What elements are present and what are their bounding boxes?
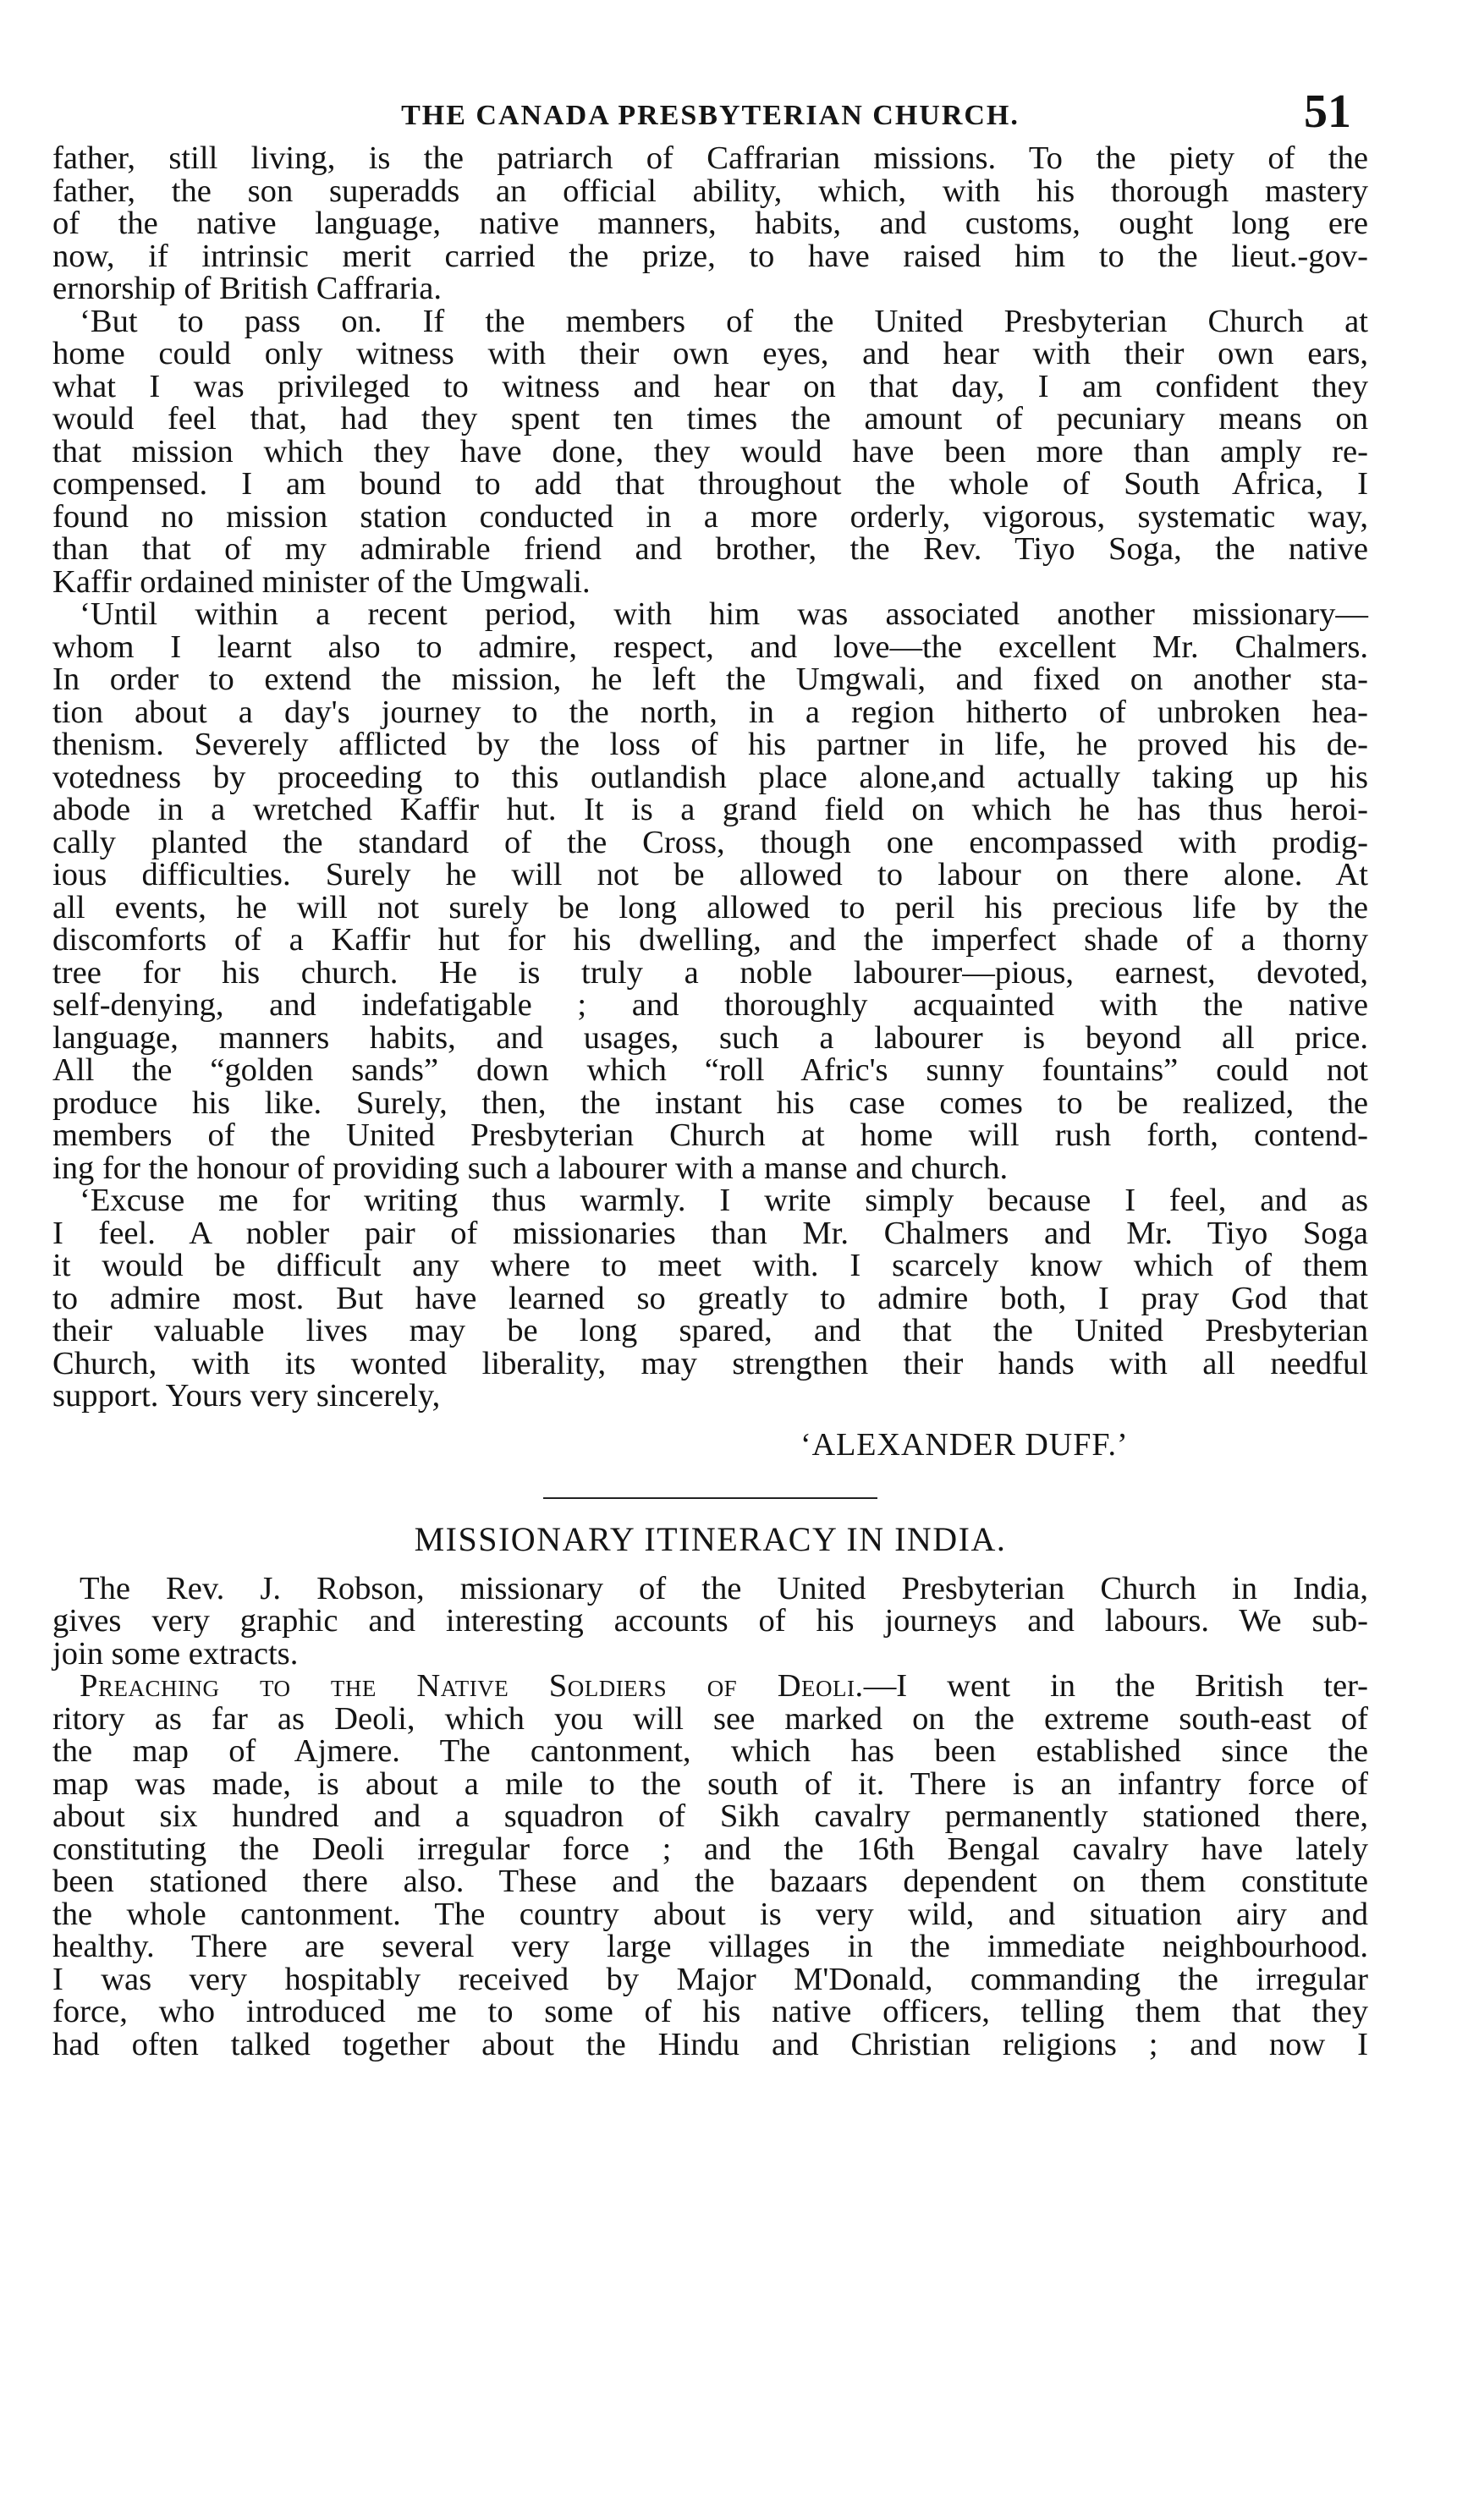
text-line: force, who introduced me to some of his native officers, telling them that they	[52, 1994, 1368, 2029]
text-line: it would be difficult any where to meet with. I scarcely know which of them	[52, 1248, 1368, 1283]
subhead-line	[52, 1670, 1368, 1703]
text-line: had often talked together about the Hindu and Christian religions ; and now I	[52, 2026, 1368, 2062]
text-line: ‘Excuse me for writing thus warmly. I write simply because I feel, and as	[80, 1183, 1368, 1218]
text-line: gives very graphic and interesting accounts of his journeys and labours. We sub-	[52, 1603, 1368, 1639]
letter-paragraph-3	[52, 598, 1368, 1184]
letter-signature: ‘ALEXANDER DUFF.’	[800, 1426, 1129, 1463]
text-line: to admire most. But have learned so greatly to admire both, I pray God that	[52, 1280, 1368, 1316]
section-body	[52, 1670, 1368, 2061]
running-head	[52, 85, 1368, 142]
text-line: language, manners habits, and usages, such a labourer is beyond all price.	[52, 1019, 1368, 1056]
text-line: father, the son superadds an official ability, which, with his thorough mastery	[52, 173, 1368, 209]
text-line: support. Yours very sincerely,	[52, 1378, 441, 1414]
letter-paragraph-4	[52, 1184, 1368, 1413]
subhead-continuation: —I went in the British ter-	[863, 1668, 1368, 1704]
text-line: healthy. There are several very large villages in the immediate neighbourhood.	[52, 1929, 1368, 1964]
section-intro	[52, 1570, 1368, 1672]
subhead: Preaching to the Native Soldiers of Deoli.	[80, 1668, 864, 1704]
text-line: ritory as far as Deoli, which you will see marked on the extreme south-east of	[52, 1700, 1368, 1737]
text-line: ernorship of British Caffraria.	[52, 271, 442, 306]
text-line: found no mission station conducted in a more orderly, vigorous, systematic way,	[52, 498, 1368, 535]
text-line: map was made, is about a mile to the south of it. There is an infantry force of	[52, 1765, 1368, 1802]
text-line: thenism. Severely afflicted by the loss of his partner in life, he proved his de-	[52, 727, 1368, 762]
text-line: votedness by proceeding to this outlandish place alone,and actually taking up his	[52, 759, 1368, 795]
page-number: 51	[1304, 85, 1351, 138]
text-line: now, if intrinsic merit carried the prize, to have raised him to the lieut.-gov-	[52, 238, 1368, 274]
text-line: of the native language, native manners, habits, and customs, ought long ere	[52, 206, 1368, 241]
text-line: tion about a day's journey to the north, in a region hitherto of unbroken hea-	[52, 694, 1368, 730]
letter-paragraph-2	[52, 305, 1368, 599]
text-line: In order to extend the mission, he left the Umgwali, and fixed on another sta-	[52, 662, 1368, 697]
text-line: home could only witness with their own eyes, and hear with their own ears,	[52, 336, 1368, 371]
text-line: I feel. A nobler pair of missionaries than Mr. Chalmers and Mr. Tiyo Soga	[52, 1215, 1368, 1251]
text-line: whom I learnt also to admire, respect, and love—the excellent Mr. Chalmers.	[52, 629, 1368, 665]
text-line: All the “golden sands” down which “roll Afric's sunny fountains” could not	[52, 1052, 1368, 1088]
text-line: than that of my admirable friend and brother, the Rev. Tiyo Soga, the native	[52, 531, 1368, 567]
text-line: Church, with its wonted liberality, may strengthen their hands with all needful	[52, 1345, 1368, 1381]
text-line: Kaffir ordained minister of the Umgwali.	[52, 563, 591, 600]
text-line: their valuable lives may be long spared, and that the United Presbyterian	[52, 1313, 1368, 1348]
text-line: the map of Ajmere. The cantonment, which has been established since the	[52, 1733, 1368, 1769]
text-line: I was very hospitably received by Major M'Donald, commanding the irregular	[52, 1961, 1368, 1997]
text-line: The Rev. J. Robson, missionary of the United Presbyterian Church in India,	[80, 1570, 1368, 1606]
text-line: that mission which they have done, they would have been more than amply re-	[52, 433, 1368, 469]
text-line: ‘Until within a recent period, with him was associated another missionary—	[80, 596, 1368, 632]
text-line: ‘But to pass on. If the members of the United Presbyterian Church at	[80, 303, 1368, 339]
text-line: cally planted the standard of the Cross, though one encompassed with prodig-	[52, 824, 1368, 860]
running-title: THE CANADA PRESBYTERIAN CHURCH.	[401, 100, 1020, 131]
text-line: compensed. I am bound to add that throughout the whole of South Africa, I	[52, 466, 1368, 502]
section-heading: MISSIONARY ITINERACY IN INDIA.	[414, 1519, 1007, 1558]
text-line: members of the United Presbyterian Church at home will rush forth, contend-	[52, 1117, 1368, 1153]
text-line: about six hundred and a squadron of Sikh cavalry permanently stationed there,	[52, 1798, 1368, 1834]
text-line: constituting the Deoli irregular force ; and the 16th Bengal cavalry have lately	[52, 1831, 1368, 1867]
text-line: the whole cantonment. The country about is very wild, and situation airy and	[52, 1896, 1368, 1932]
page	[52, 85, 1368, 2061]
text-line: discomforts of a Kaffir hut for his dwelling, and the imperfect shade of a thorny	[52, 922, 1368, 958]
text-line: abode in a wretched Kaffir hut. It is a grand field on which he has thus heroi-	[52, 792, 1368, 827]
text-line: what I was privileged to witness and hear on that day, I am confident they	[52, 368, 1368, 404]
text-line: tree for his church. He is truly a noble labourer—pious, earnest, devoted,	[52, 954, 1368, 991]
text-line: ing for the honour of providing such a labourer with a manse and church.	[52, 1150, 1009, 1186]
text-line: ious difficulties. Surely he will not be allowed to labour on there alone. At	[52, 857, 1368, 892]
text-line: been stationed there also. These and the bazaars dependent on them constitute	[52, 1864, 1368, 1899]
text-line: produce his like. Surely, then, the instant his case comes to be realized, the	[52, 1084, 1368, 1121]
section-divider	[543, 1497, 877, 1499]
text-line: father, still living, is the patriarch of Caffrarian missions. To the piety of the	[52, 140, 1368, 176]
text-line: would feel that, had they spent ten times the amount of pecuniary means on	[52, 401, 1368, 436]
text-line: all events, he will not surely be long allowed to peril his precious life by the	[52, 889, 1368, 925]
letter-paragraph-1	[52, 142, 1368, 305]
text-line: join some extracts.	[52, 1635, 299, 1672]
text-line: self-denying, and indefatigable ; and thoroughly acquainted with the native	[52, 987, 1368, 1023]
